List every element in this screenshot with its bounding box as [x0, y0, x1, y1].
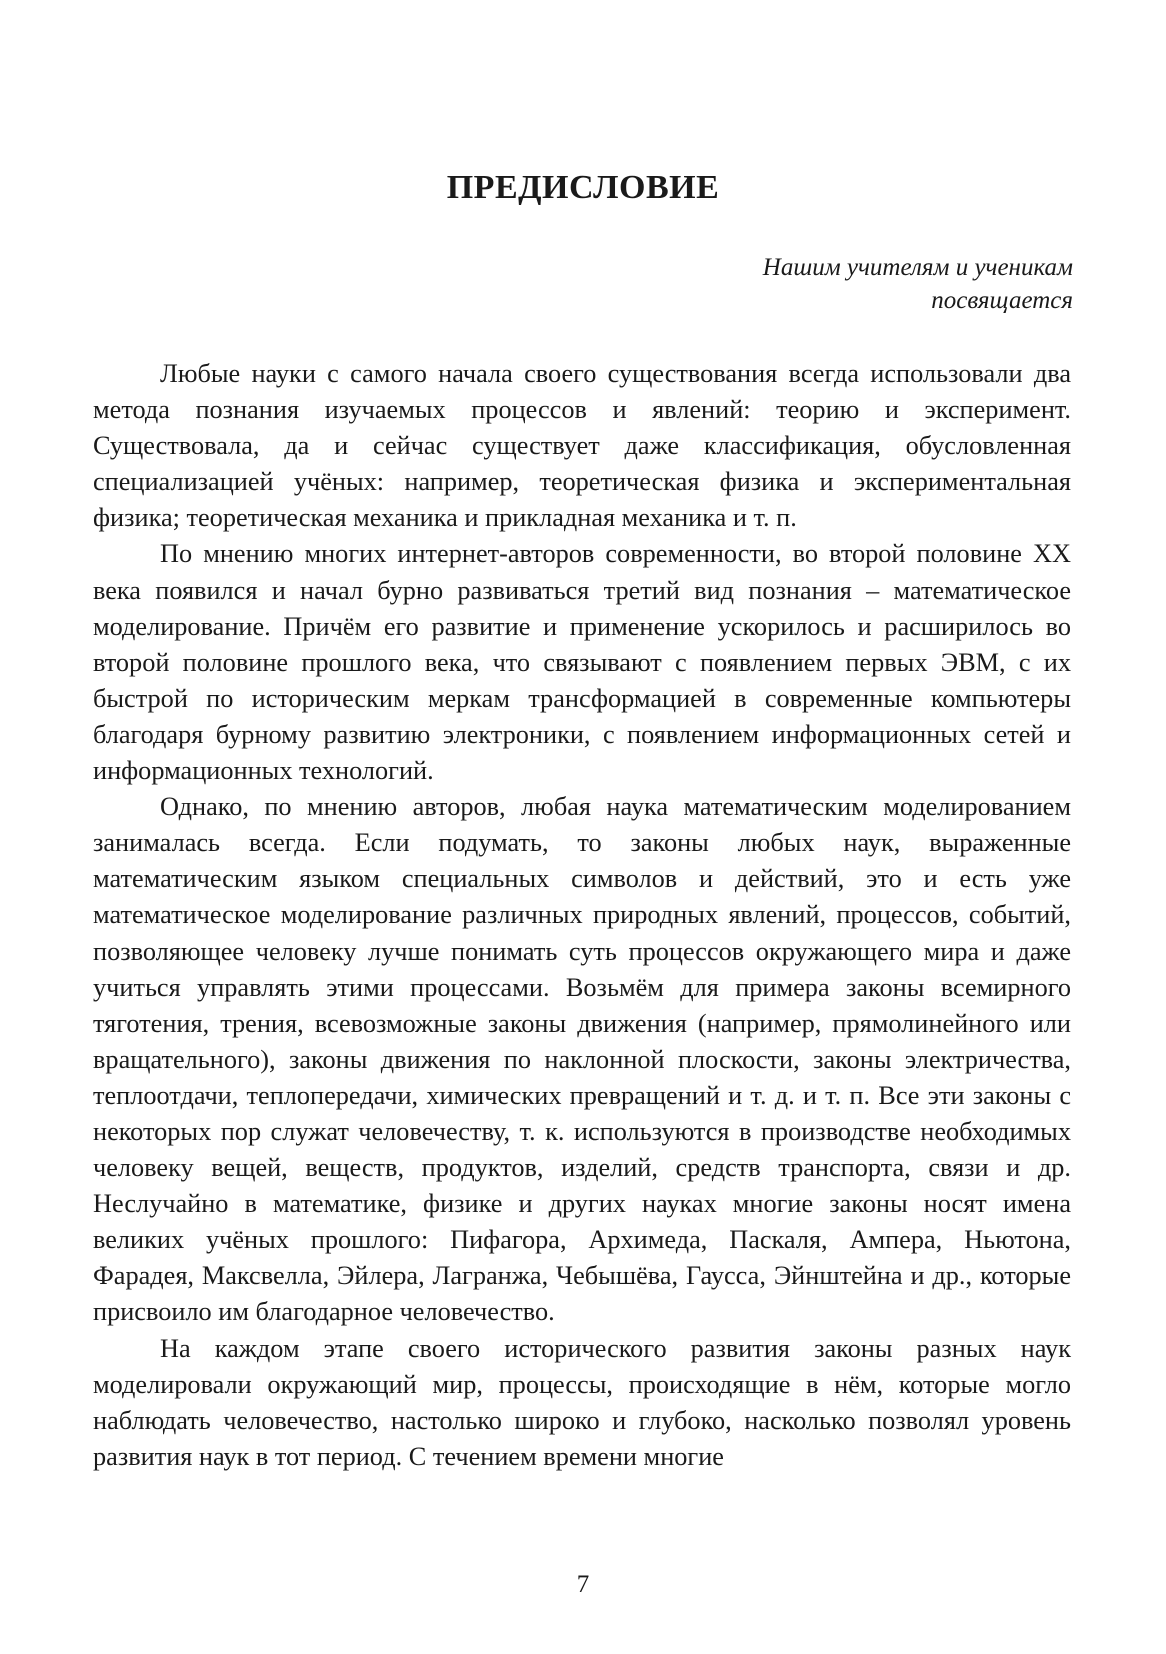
dedication: [763, 251, 1073, 317]
dedication-line-2: посвящается: [931, 287, 1073, 314]
paragraph-1: Любые науки с самого начала своего существования всегда использовали два метода познания изучаемых процессов и явлений: теорию и эксперимент. Существовала, да и сейчас существует даже классификация, обусловленная специализацией учёных: например, теоретическая физика и экспериментальная физика; теоретическая механика и прикладная механика и т. п.: [93, 359, 1071, 533]
dedication-line-1: Нашим учителям и ученикам: [762, 254, 1073, 281]
paragraph-4: На каждом этапе своего исторического развития законы разных наук моделировали окружающий мир, процессы, происходящие в нём, которые могло наблюдать человечество, настолько широко и глубоко, насколько позволял уровень развития наук в тот период. С течением времени многие: [93, 1333, 1071, 1471]
page-title: ПРЕДИСЛОВИЕ: [446, 169, 720, 206]
body-text: [93, 356, 1071, 1475]
paragraph-2: По мнению многих интернет-авторов современности, во второй половине XX века появился и начал бурно развиваться третий вид познания – математическое моделирование. Причём его развитие и применение ускорилось и расширилось во второй половине прошлого века, что связывают с появлением первых ЭВМ, с их быстрой по историческим меркам трансформацией в современные компьютеры благодаря бурному развитию электроники, с появлением информационных сетей и информационных технологий.: [93, 539, 1071, 786]
paragraph-3: Однако, по мнению авторов, любая наука математическим моделированием занималась всегда. Если подумать, то законы любых наук, выраженные математическим языком специальных символов и действий, это и есть уже математическое моделирование различных природных явлений, процессов, событий, позволяющее человеку лучше понимать суть процессов окружающего мира и даже учиться управлять этими процессами. Возьмём для примера законы всемирного тяготения, трения, всевозможные законы движения (например, прямолинейного или вращательного), законы движения по наклонной плоскости, законы электричества, теплоотдачи, теплопередачи, химических превращений и т. д. и т. п. Все эти законы с некоторых пор служат человечеству, т. к. используются в производстве необходимых человеку вещей, веществ, продуктов, изделий, средств транспорта, связи и др. Неслучайно в математике, физике и других науках многие законы носят имена великих учёных прошлого: Пифагора, Архимеда, Паскаля, Ампера, Ньютона, Фарадея, Максвелла, Эйлера, Лагранжа, Чебышёва, Гаусса, Эйнштейна и др., которые присвоило им благодарное человечество.: [93, 792, 1071, 1327]
page-number: 7: [576, 1571, 590, 1598]
